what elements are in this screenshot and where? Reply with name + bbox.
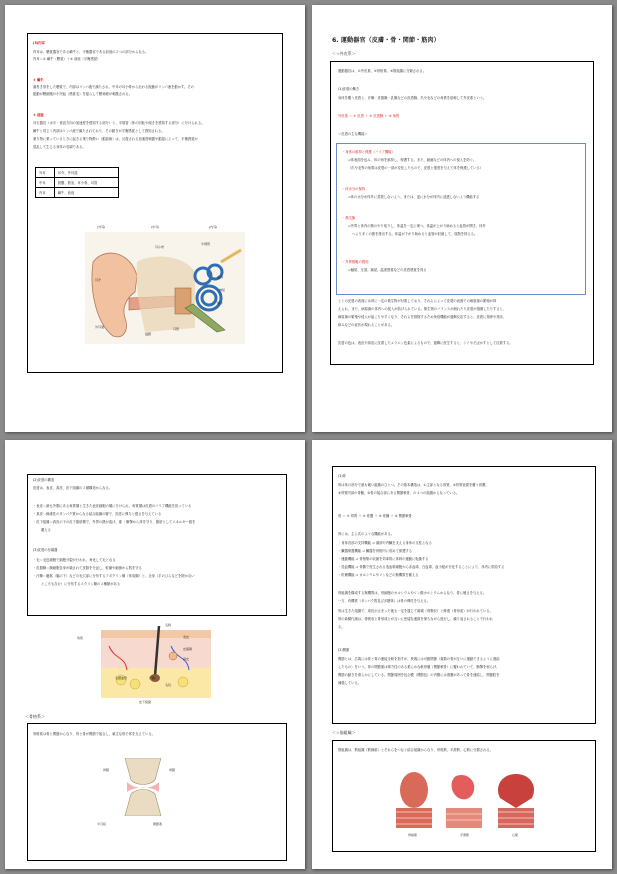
- text-line: 一方、有機質（タンパク質及び多糖体）は骨の弾性を与える。: [338, 599, 431, 603]
- diagram-label: 骨膜: [169, 768, 176, 772]
- text-line: (1)骨: [338, 474, 346, 478]
- text-line: 骨の新陳代謝は、骨吸収と骨形成とが互いに密接な連絡を保ちながら進行し、繰り返されることで行われ: [338, 617, 493, 621]
- text-line: ・毛＝毛包細胞で細胞分裂が行われ、角化して毛となる: [33, 558, 116, 562]
- text-line: ヒトの皮膚の表面には常に一定の微生物が付着しており、それらによって皮膚の表面での病原菌の繁殖が抑: [338, 299, 497, 303]
- text-line: 内耳は、聴覚器官である蝸牛と、平衡器官である前庭の２つの部分からなる。: [33, 50, 149, 54]
- diagram-label: 汗腺: [149, 676, 156, 680]
- diagram-label: 皮脂腺: [183, 647, 193, 651]
- text-line: ・皮脂腺＝腺細胞自身が壊されて皮脂を分泌し、乾燥や細菌から肌を守る: [33, 566, 142, 570]
- table-cell: 中耳: [36, 178, 55, 188]
- function-title: ・外界情報の感知: [342, 260, 369, 264]
- text-line: 骨は体の部分で最も硬い組織のひとつ。その基本構造は、①主部となる骨質、②骨質表面を覆う骨膜、: [338, 483, 489, 487]
- diagram-label: 耳介: [95, 278, 102, 282]
- diagram-label: 表皮: [183, 635, 190, 639]
- table-cell: 耳介、外耳道: [54, 168, 118, 178]
- diagram-label: 前庭: [217, 275, 224, 279]
- text-line: 関節とは、広義には骨と骨の連接全般を指すが、狭義には可動関節（複数の骨が互いに運動できるように連結: [338, 657, 500, 661]
- diagram-label: 毛幹: [165, 623, 172, 627]
- text-line: (1)皮膚の働き: [338, 87, 360, 91]
- diagram-label: 耳管: [173, 327, 180, 331]
- text-line: 筋組織は、筋組織（筋線維）とそれらをつなぐ結合組織からなり、骨格筋、平滑筋、心筋に分類される。: [338, 748, 493, 752]
- text-line: 骨組織を構成する無機質は、骨細胞のカルシウムやリン酸カルシウムからなり、骨に硬さを与える。: [338, 591, 487, 595]
- diagram-label: 骨格筋: [408, 833, 418, 837]
- text-line: 補強している。: [338, 681, 362, 685]
- fig-caption: (内耳): [209, 225, 218, 229]
- formula: 骨 ＝ ① 骨質 ＋ ② 骨膜 ＋ ③ 骨髄 ＋ ④ 関節軟骨: [338, 514, 412, 518]
- text-line: えられ、また、病原菌の体内への侵入が妨げられている。微生物のバランスが崩れたり皮膚が損傷したりすると、: [338, 307, 507, 311]
- table-cell: 内耳: [36, 188, 55, 198]
- text-line: ・皮下組織＝真皮の下の皮下脂肪層で、外界の熱が逃げ、重 ・衝撃から体を守り、脂肪としてエネルギー源を: [33, 520, 196, 524]
- text-line: 皮膚は、表皮、真皮、皮下組織の３層構造からなる。: [33, 486, 113, 490]
- text-line: 乗り物に乗っているときに起きる乗り物酔い（動揺病）は、反復される加速度刺激や動揺によって、平衡感覚が: [33, 137, 198, 141]
- text-line: ・真皮＝線維性のタンパク質からなる結合組織の層で、皮膚に弾力と強さを与えている: [33, 512, 162, 516]
- content-frame: [27, 474, 287, 616]
- text-line: 皮膚の色は、表皮や真皮に沈着したメラニン色素によるもので、過剰に産生すると、シミやそばかすとして沈着する。: [338, 341, 513, 345]
- text-line: 蓄える: [41, 528, 51, 532]
- text-line: (2)皮膚の構造: [33, 478, 55, 482]
- text-line: 混乱して生じる身体の変調である。: [33, 145, 86, 149]
- text-line: (3)皮膚の付属器: [33, 548, 58, 552]
- subsection-title: ① 蝸牛: [33, 78, 44, 82]
- text-line: 病原菌の繁殖や侵入が起こりやすくなり、それらを排除するため免疫機能が過剰反応すると、皮膚に発疹や発赤、: [338, 315, 507, 319]
- page-bone: [312, 440, 612, 869]
- fig-caption: (外耳): [97, 225, 106, 229]
- text-line: 振動が聴細胞の小突起（感覚毛）を揺らして聴神経が刺激される。: [33, 92, 132, 96]
- page-integumentary: [312, 5, 612, 432]
- text-line: る。: [338, 625, 345, 629]
- fig-caption: (中耳): [151, 225, 160, 229]
- text-line: （爪や毛等の角質は皮膚の一部が変化したもので、皮膚と強度を与えて体を保護している）: [348, 166, 484, 170]
- diagram-label: 平滑筋: [460, 833, 470, 837]
- text-line: 痒みなどの症状が現れることがある。: [338, 323, 395, 327]
- diagram-label: 角質: [77, 636, 84, 640]
- text-line: ・貯蔵機能 ⇒ カルシウムやリンなどの無機質を蓄える: [338, 573, 419, 577]
- subsection-title: ② 前庭: [33, 113, 44, 117]
- diagram-label: 外耳道: [95, 325, 105, 329]
- section-label: ＜☆筋組織＞: [332, 730, 356, 735]
- table-cell: 鼓膜、鼓室、耳小骨、耳管: [54, 178, 118, 188]
- diagram-label: 耳小骨: [155, 245, 165, 249]
- table-row: [36, 168, 119, 178]
- muscle-diagram: [392, 770, 542, 830]
- table-row: [36, 188, 119, 198]
- text-line: したもの）をいう。骨の関節面は弾力性のある柔らかな軟骨層（関節軟骨）に覆われていて、衝撃を和らげ、: [338, 665, 500, 669]
- function-title: ・体水分の保持: [342, 187, 366, 191]
- ear-table: [35, 167, 119, 198]
- function-title: ・身体の維持と保護（バリア機能）: [342, 150, 395, 154]
- text-line: (2)関節: [338, 648, 350, 652]
- text-line: ・運動機能 ⇒ 骨格筋の収縮を効率的に体幹の運動に転換する: [338, 557, 429, 561]
- diagram-label: 半規管: [201, 242, 211, 246]
- text-line: 骨は生きた組織で、成長が止まった後も一定を通じて破壊（骨吸収）と修復（骨形成）が行われている。: [338, 609, 493, 613]
- text-line: ・臓器保護機能 ⇒ 臓器を骨格内に収めて保護する: [338, 549, 413, 553]
- text-line: 骨には、主に次のような機能がある。: [338, 532, 395, 536]
- text-line: ・表皮＝最も外側にある角質層と生きた表皮細胞の層に分けられ、角質層は皮膚のバリア機能を担っている: [33, 504, 192, 508]
- text-line: 運動器官は、①外皮系、②骨格系、③筋組織に分類される。: [338, 69, 426, 73]
- section-label: ＜☆外皮系＞: [332, 51, 356, 56]
- skin-diagram: [101, 626, 211, 698]
- text-line: 内耳＝① 蝸牛（聴覚）＋② 前庭（平衡感覚）: [33, 57, 101, 61]
- diagram-label: 毛包: [165, 683, 172, 687]
- diagram-label: 鼓膜: [145, 332, 152, 336]
- text-line: 身体を覆う皮膚と、汗腺・皮脂腺・乳腺などの皮膚腺、爪や毛などの角質を総称して外皮系という。: [338, 96, 487, 100]
- table-cell: 外耳: [36, 168, 55, 178]
- diagram-label: 皮下組織: [139, 700, 152, 704]
- joint-diagram: [115, 758, 171, 816]
- text-line: ところも含む）に分布するエクリン腺の２種類がある: [41, 582, 121, 586]
- text-line: ・身体各部の支持機能 ⇒ 頭部や内臓を支える身体の支柱となる: [338, 541, 432, 545]
- text-line: ⇒触覚、圧覚、痛覚、温度感覚などの皮膚感覚を得る: [348, 268, 427, 272]
- text-line: ⇒体の水分が体外に蒸発しないよう、または、逆に水分が体内に浸透しないよう機能する: [348, 195, 480, 199]
- text-line: ・汗腺＝腋窩（脇の下）などの毛穴部に分布するアポクリン腺（体臭腺）と、全身（手のひらなどを除かない: [33, 574, 195, 578]
- diagram-label: 神経: [219, 288, 226, 292]
- table-row: [36, 178, 119, 188]
- text-line: 骨格系は骨と関節からなり、骨と骨が関節で接合し、頑丈な形で体を支えている。: [33, 732, 155, 736]
- text-line: ・造血機能 ⇒ 骨髄で産生される造血幹細胞から赤血球、白血球、血小板が分化することにより、体内に供給する: [338, 565, 505, 569]
- diagram-label: 蝸牛: [217, 301, 224, 305]
- diagram-label: 心筋: [512, 833, 519, 837]
- section-label: ＜骨格系＞: [25, 714, 45, 719]
- text-line: ③骨質内部の骨髄、④骨の接合部にある関節軟骨、の４つの組織からなっている。: [338, 491, 460, 495]
- text-line: 蝸牛と同じく内部はリンパ液で満たされており、その動きが平衡感覚として感知される。: [33, 129, 165, 133]
- page-skin-structure: [5, 440, 305, 869]
- formula: 外皮系 ＝ ① 皮膚 ＋ ② 皮膚腺 ＋ ③ 角質: [338, 114, 400, 118]
- diagram-label: 半月板: [97, 822, 107, 826]
- diagram-label: 関節液: [153, 822, 163, 826]
- function-title: ・熱交換: [342, 216, 356, 220]
- page-inner-ear: [5, 5, 305, 432]
- text-line: 関節の動きを滑らかにしている。関節周囲を包む膜（関節包）の内側には滑膜があって骨を連結し、関節腔を: [338, 673, 500, 677]
- diagram-label: 骨膜: [103, 768, 110, 772]
- text-line: ＜皮膚の主な機能＞: [338, 132, 368, 136]
- text-line: ⇒体表面を包み、体の形を維持し、保護する。また、細菌などの体内への侵入を防ぐ。: [348, 158, 477, 162]
- diagram-label: 真皮: [183, 657, 190, 661]
- table-cell: 蝸牛、前庭: [54, 188, 118, 198]
- diagram-label: 毛細血管: [115, 676, 128, 680]
- text-line: 渦巻き形をした聴覚で、内部はリンパ液で満たされ、中耳の耳小骨から伝わる振動がリンパ液を動かす。その: [33, 85, 194, 89]
- text-line: へより多くの熱を排出する。体温が下がり始めると血管が収縮して、放熱を抑える。: [352, 232, 478, 236]
- text-line: 耳石器官（水平・垂直方向の加速度を感知する部分）と、半規管（体の回転や傾きを感知する部分）に分けられる。: [33, 121, 205, 125]
- text-line: ⇒外界と体内の熱のやり取りし、体温を一定に保つ。体温が上がり始めると血管が開き、体外: [348, 224, 486, 228]
- section-title: (3)内耳: [33, 41, 45, 45]
- chapter-heading: 6. 運動器官（皮膚・骨・関節・筋肉）: [332, 37, 440, 44]
